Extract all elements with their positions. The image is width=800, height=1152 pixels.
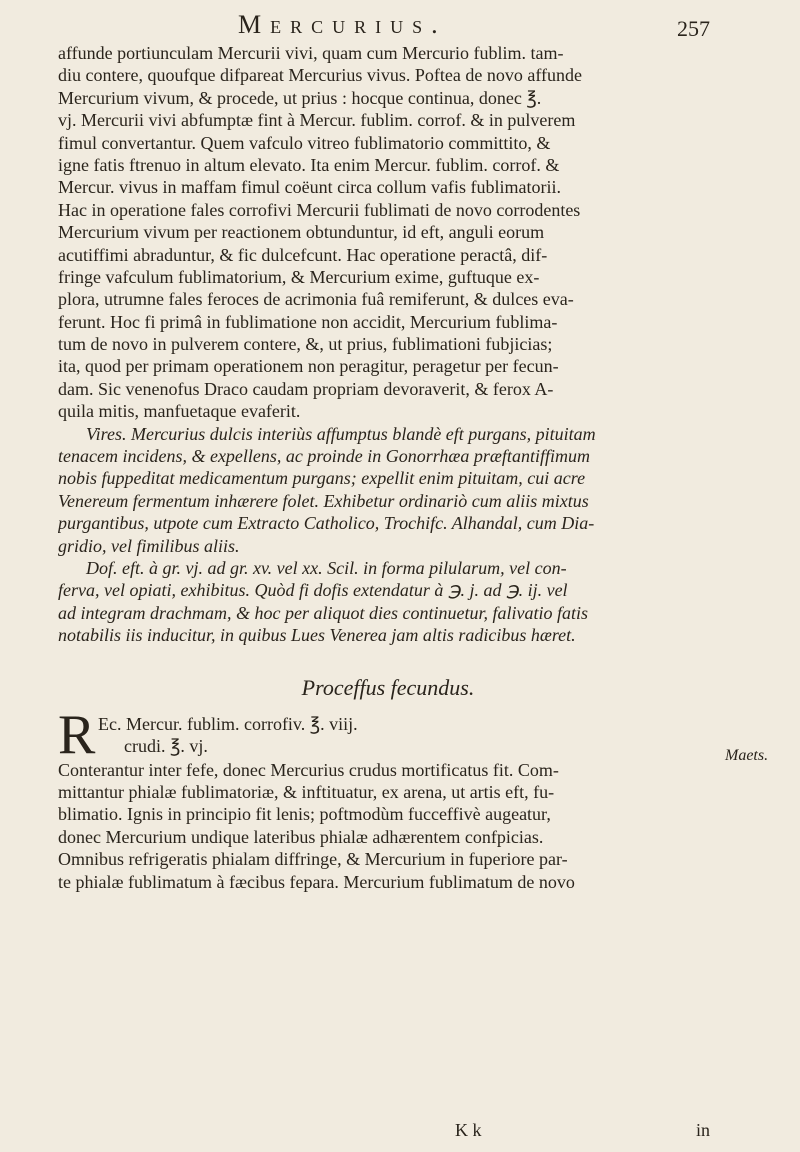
text-line: igne fatis ftrenuo in altum elevato. Ita enim Mercur. fublim. corrof. & [58, 154, 560, 175]
paragraph-process-two [58, 759, 718, 893]
text-line: fimul convertantur. Quem vafculo vitreo fublimatorio committito, & [58, 132, 551, 153]
catchword: in [696, 1120, 711, 1140]
paragraph-process-one [58, 42, 718, 423]
paragraph-vires [58, 423, 718, 557]
text-line: Venereum fermentum inhærere folet. Exhibetur ordinariò cum aliis mixtus [58, 490, 589, 511]
text-line: Mercur. vivus in maffam fimul coëunt circa collum vafis fublimatorii. [58, 177, 562, 198]
text-line: Dof. eft. à gr. vj. ad gr. xv. vel xx. Scil. in forma pilularum, vel con- [86, 557, 567, 578]
text-line: donec Mercurium undique lateribus phialæ adhærentem confpicias. [58, 826, 544, 847]
text-line: Vires. Mercurius dulcis interiùs affumptus blandè eft purgans, pituitam [86, 423, 596, 444]
text-line: vj. Mercurii vivi abfumptæ fint à Mercur. fublim. corrof. & in pulverem [58, 110, 576, 131]
text-line: acutiffimi abraduntur, & fic dulcefcunt. Hac operatione peractâ, dif- [58, 244, 548, 265]
text-line: Conterantur inter fefe, donec Mercurius crudus mortificatus fit. Com- [58, 759, 559, 780]
text-line: blimatio. Ignis in principio fit lenis; poftmodùm fucceffivè augeatur, [58, 804, 551, 825]
text-line: diu contere, quoufque difpareat Mercurius vivus. Poftea de novo affunde [58, 65, 583, 86]
text-line: tenacem incidens, & expellens, ac proinde in Gonorrhæa præftantiffimum [58, 446, 590, 467]
section-gap [58, 647, 718, 671]
page-number: 257 [677, 16, 710, 41]
text-line: plora, utrumne fales feroces de acrimonia fuâ remiferunt, & dulces eva- [58, 289, 574, 310]
text-line: te phialæ fublimatum à fæcibus fepara. Mercurium fublimatum de novo [58, 871, 575, 892]
drop-cap: R [58, 703, 96, 766]
text-line: purgantibus, utpote cum Extracto Catholico, Trochifc. Alhandal, cum Dia- [58, 513, 595, 534]
running-title: Mercurius. [238, 10, 447, 39]
text-line: gridio, vel fimilibus aliis. [58, 535, 240, 556]
text-line: Hac in operatione fales corrofivi Mercurii fublimati de novo corrodentes [58, 199, 581, 220]
text-line: nobis fuppeditat medicamentum purgans; expellit enim pituitam, cui acre [58, 468, 586, 489]
recipe-heading [58, 703, 718, 766]
body-text [58, 42, 718, 893]
signature-mark: K k [455, 1120, 482, 1140]
text-line: quila mitis, manfuetaque evaferit. [58, 401, 301, 422]
text-line: tum de novo in pulverem contere, &, ut prius, fublimationi fubjicias; [58, 334, 553, 355]
text-line: notabilis iis inducitur, in quibus Lues Venerea jam altis radicibus hæret. [58, 625, 576, 646]
text-line: Mercurium vivum, & procede, ut prius : hocque continua, donec ℥. [58, 87, 542, 108]
text-line: ferva, vel opiati, exhibitus. Quòd fi dofis extendatur à ℈. j. ad ℈. ij. vel [58, 580, 568, 601]
running-head [0, 6, 800, 42]
text-line: ita, quod per primam operationem non peragitur, peragetur per fecun- [58, 356, 559, 377]
text-line: Omnibus refrigeratis phialam diffringe, & Mercurium in fuperiore par- [58, 849, 568, 870]
margin-note: Maets. [725, 747, 769, 764]
section-title: Proceffus fecundus. [301, 674, 475, 700]
recipe-line: Ec. Mercur. fublim. corrofiv. ℥. viij. [98, 713, 358, 734]
recipe-line: crudi. ℥. vj. [124, 735, 208, 756]
text-line: mittantur phialæ fublimatoriæ, & inftituatur, ex arena, ut artis eft, fu- [58, 781, 555, 802]
paragraph-dosis [58, 557, 718, 647]
text-line: fringe vafculum fublimatorium, & Mercurium exime, guftuque ex- [58, 266, 540, 287]
text-line: Mercurium vivum per reactionem obtunduntur, id eft, anguli eorum [58, 222, 545, 243]
text-line: ad integram drachmam, & hoc per aliquot dies continuetur, falivatio fatis [58, 602, 588, 623]
text-line: dam. Sic venenofus Draco caudam propriam devoraverit, & ferox A- [58, 378, 554, 399]
text-line: ferunt. Hoc fi primâ in fublimatione non accidit, Mercurium fublima- [58, 311, 558, 332]
text-line: affunde portiunculam Mercurii vivi, quam cum Mercurio fublim. tam- [58, 43, 564, 63]
